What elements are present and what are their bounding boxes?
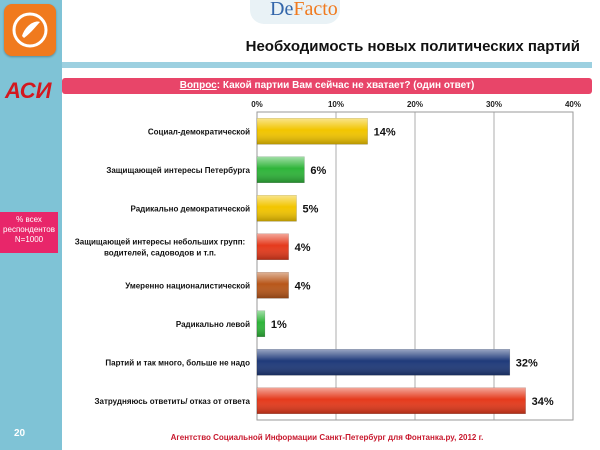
tick-label: 40% — [564, 100, 582, 109]
data-label: 14% — [373, 126, 396, 139]
question-text: : Какой партии Вам сейчас не хватает? (один ответ) — [216, 80, 475, 91]
brand-de: De — [270, 0, 294, 20]
bar-shade — [257, 195, 297, 221]
footer-credit: Агентство Социальной Информации Санкт-Петербург для Фонтанка.ру, 2012 г. — [170, 433, 484, 442]
category-label: Партий и так много, больше не надо — [105, 358, 250, 368]
question-key: Вопрос — [179, 80, 217, 91]
data-label: 5% — [302, 203, 319, 216]
tick-label: 20% — [406, 100, 424, 109]
bar-shade — [257, 388, 526, 414]
data-label: 6% — [310, 164, 327, 177]
tick-label: 10% — [327, 100, 345, 109]
acu-logo: АСИ — [5, 78, 52, 103]
category-label: Затрудняюсь ответить/ отказ от ответа — [94, 396, 250, 406]
bar-shade — [257, 118, 368, 144]
category-label: Радикально левой — [175, 319, 250, 329]
category-label: Умеренно националистической — [125, 281, 250, 291]
data-label: 4% — [294, 280, 311, 293]
category-label: Радикально демократической — [130, 204, 250, 214]
bar-shade — [257, 311, 265, 337]
respondents-line1: % всех — [16, 215, 42, 224]
page-number: 20 — [14, 428, 26, 439]
category-label: Социал-демократической — [147, 127, 250, 137]
brand-facto: Facto — [293, 0, 338, 20]
bar-shade — [257, 349, 510, 375]
bar-shade — [257, 272, 289, 298]
data-label: 34% — [531, 395, 554, 408]
respondents-line3: N=1000 — [14, 235, 44, 244]
category-label: Защищающей интересы небольших групп: водителей, садоводов и т.п. — [74, 237, 246, 258]
respondents-line2: респондентов — [3, 225, 55, 234]
bar-shade — [257, 157, 304, 183]
category-label: Защищающей интересы Петербурга — [106, 165, 250, 175]
data-label: 32% — [515, 357, 538, 370]
tick-label: 30% — [485, 100, 503, 109]
data-label: 1% — [270, 318, 287, 331]
tick-label: 0% — [251, 100, 263, 109]
data-label: 4% — [294, 241, 311, 254]
page-title: Необходимость новых политических партий — [245, 38, 580, 55]
bar-shade — [257, 234, 289, 260]
